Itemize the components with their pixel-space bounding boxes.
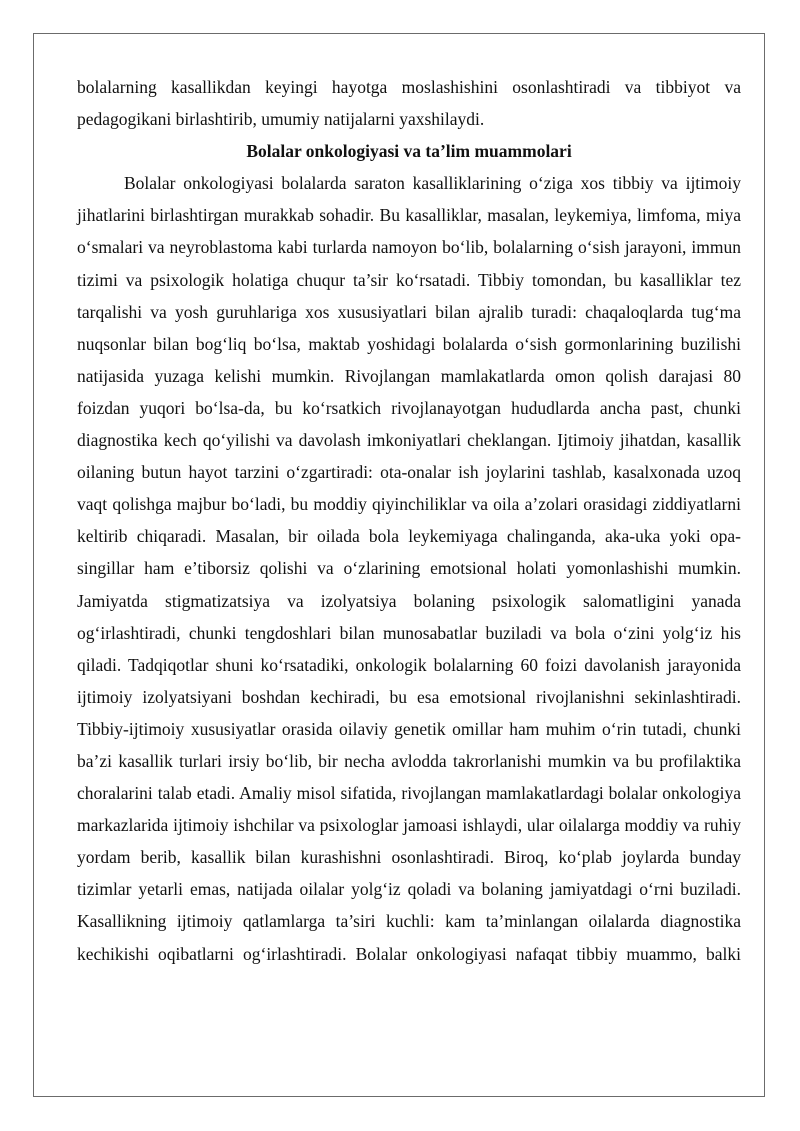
document-body xyxy=(77,71,741,970)
continuation-paragraph: bolalarning kasallikdan keyingi hayotga moslashishini osonlashtiradi va tibbiyot va pedagogikani birlashtirib, umumiy natijalarni yaxshilaydi. xyxy=(77,77,741,130)
body-paragraph: Bolalar onkologiyasi bolalarda saraton kasalliklarining o‘ziga xos tibbiy va ijtimoiy jihatlarini birlashtirgan murakkab sohadir. Bu kasalliklar, masalan, leykemiya, limfoma, miya o‘smalari va neyroblastoma kabi turlarda namoyon bo‘lib, bolalarning o‘sish jarayoni, immun tizimi va psixologik holatiga chuqur ta’sir ko‘rsatadi. Tibbiy tomondan, bu kasalliklar tez tarqalishi va yosh guruhlariga xos xususiyatlari bilan ajralib turadi: chaqaloqlarda tug‘ma nuqsonlar bilan bog‘liq bo‘lsa, maktab yoshidagi bolalarda o‘sish gormonlarining buzilishi natijasida yuzaga kelishi mumkin. Rivojlangan mamlakatlarda omon qolish darajasi 80 foizdan yuqori bo‘lsa-da, bu ko‘rsatkich rivojlanayotgan hududlarda ancha past, chunki diagnostika kech qo‘yilishi va davolash imkoniyatlari cheklangan. Ijtimoiy jihatdan, kasallik oilaning butun hayot tarzini o‘zgartiradi: ota-onalar ish joylarini tashlab, kasalxonada uzoq vaqt qolishga majbur bo‘ladi, bu moddiy qiyinchiliklar va oila a’zolari orasidagi ziddiyatlarni keltirib chiqaradi. Masalan, bir oilada bola leykemiyaga chalinganda, aka-uka yoki opa-singillar ham e’tiborsiz qolishi va o‘zlarining emotsional holati yomonlashishi mumkin. Jamiyatda stigmatizatsiya va izolyatsiya bolaning psixologik salomatligini yanada og‘irlashtiradi, chunki tengdoshlari bilan munosabatlar buziladi va bola o‘zini yolg‘iz his qiladi. Tadqiqotlar shuni ko‘rsatadiki, onkologik bolalarning 60 foizi davolanish jarayonida ijtimoiy izolyatsiyani boshdan kechiradi, bu esa emotsional rivojlanishni sekinlashtiradi. Tibbiy-ijtimoiy xususiyatlar orasida oilaviy genetik omillar ham muhim o‘rin tutadi, chunki ba’zi kasallik turlari irsiy bo‘lib, bir necha avlodda takrorlanishi mumkin va bu profilaktika choralarini talab etadi. Amaliy misol sifatida, rivojlangan mamlakatlardagi bolalar onkologiya markazlarida ijtimoiy ishchilar va psixologlar jamoasi ishlaydi, ular oilalarga moddiy va ruhiy yordam berib, kasallik bilan kurashishni osonlashtiradi. Biroq, ko‘plab joylarda bunday tizimlar yetarli emas, natijada oilalar yolg‘iz qoladi va bolaning jamiyatdagi o‘rni buziladi. Kasallikning ijtimoiy qatlamlarga ta’siri kuchli: kam ta’minlangan oilalarda diagnostika kechikishi oqibatlarni og‘irlashtiradi. Bolalar onkologiyasi nafaqat tibbiy muammo, balki xyxy=(77,173,741,964)
section-heading: Bolalar onkologiyasi va ta’lim muammolari xyxy=(246,141,572,162)
